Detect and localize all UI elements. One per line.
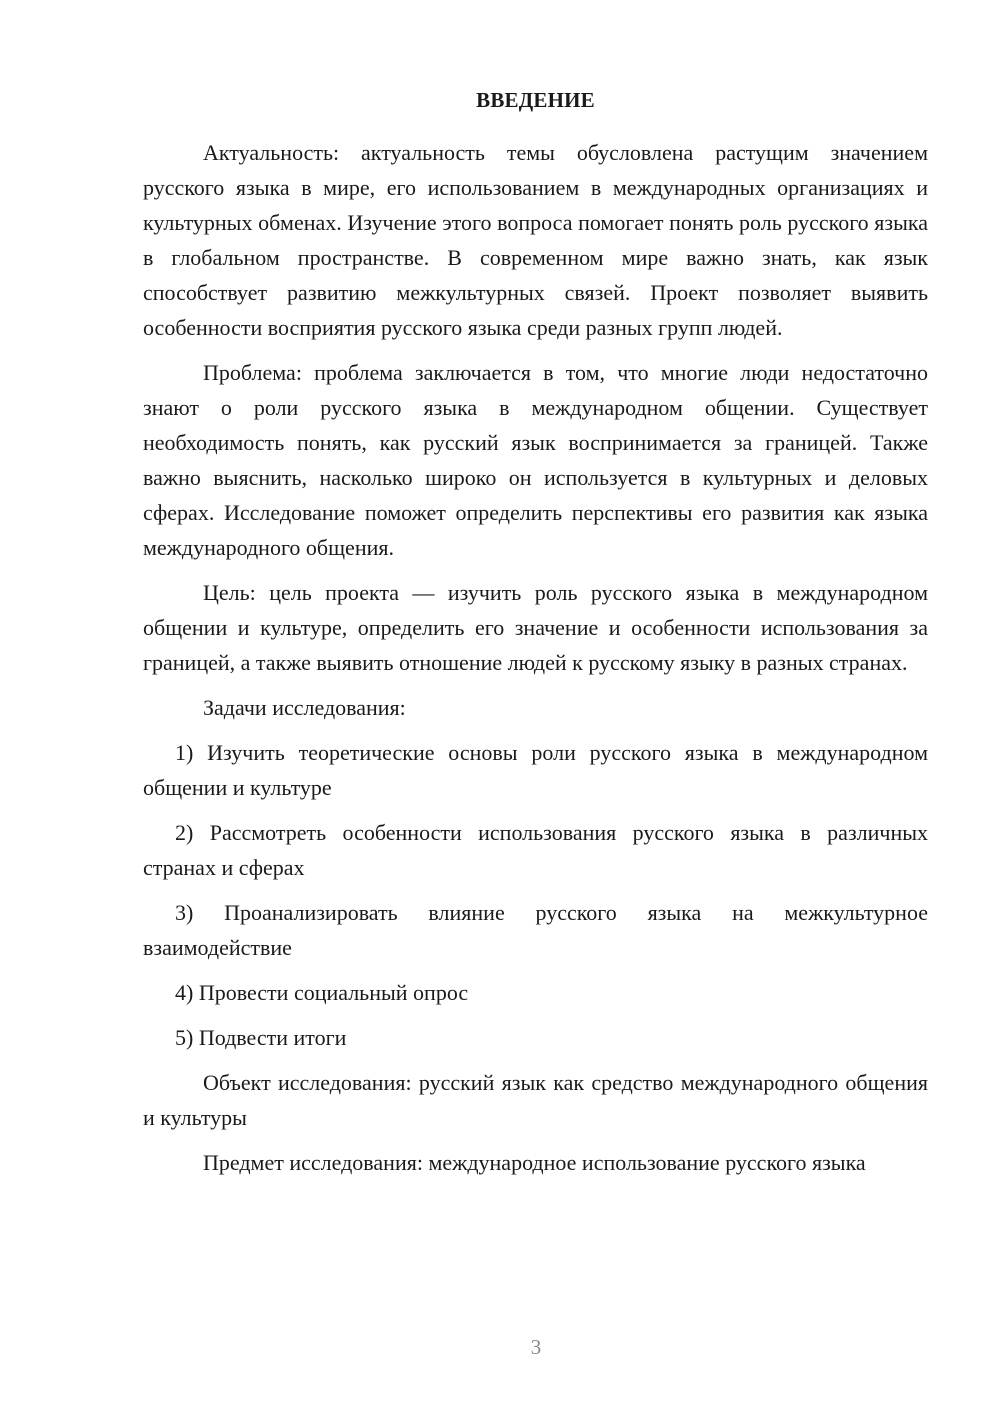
page-number: 3	[530, 1335, 542, 1359]
task-item: 4) Провести социальный опрос	[175, 980, 469, 1005]
section-title: ВВЕДЕНИЕ	[476, 88, 595, 112]
task-list	[143, 735, 928, 1055]
subject-paragraph: Предмет исследования: международное использование русского языка	[203, 1150, 866, 1175]
task-item: 1) Изучить теоретические основы роли русского языка в международном общении и культуре	[143, 740, 928, 800]
goal-paragraph: Цель: цель проекта — изучить роль русского языка в международном общении и культуре, определить его значение и особенности использования за границей, а также выявить отношение людей к русскому языку в разных странах.	[143, 580, 928, 675]
document-page	[143, 90, 928, 1180]
tasks-heading: Задачи исследования:	[203, 695, 406, 720]
task-item: 5) Подвести итоги	[175, 1025, 347, 1050]
problem-paragraph: Проблема: проблема заключается в том, что многие люди недостаточно знают о роли русского языка в международном общении. Существует необходимость понять, как русский язык воспринимается за границей. Также важно выяснить, насколько широко он используется в культурных и деловых сферах. Исследование поможет определить перспективы его развития как языка международного общения.	[143, 360, 928, 560]
relevance-paragraph: Актуальность: актуальность темы обусловлена растущим значением русского языка в мире, его использованием в международных организациях и культурных обменах. Изучение этого вопроса помогает понять роль русского языка в глобальном пространстве. В современном мире важно знать, как язык способствует развитию межкультурных связей. Проект позволяет выявить особенности восприятия русского языка среди разных групп людей.	[143, 140, 928, 340]
object-paragraph: Объект исследования: русский язык как средство международного общения и культуры	[143, 1070, 928, 1130]
task-item: 3) Проанализировать влияние русского языка на межкультурное взаимодействие	[143, 900, 928, 960]
task-item: 2) Рассмотреть особенности использования русского языка в различных странах и сферах	[143, 820, 928, 880]
